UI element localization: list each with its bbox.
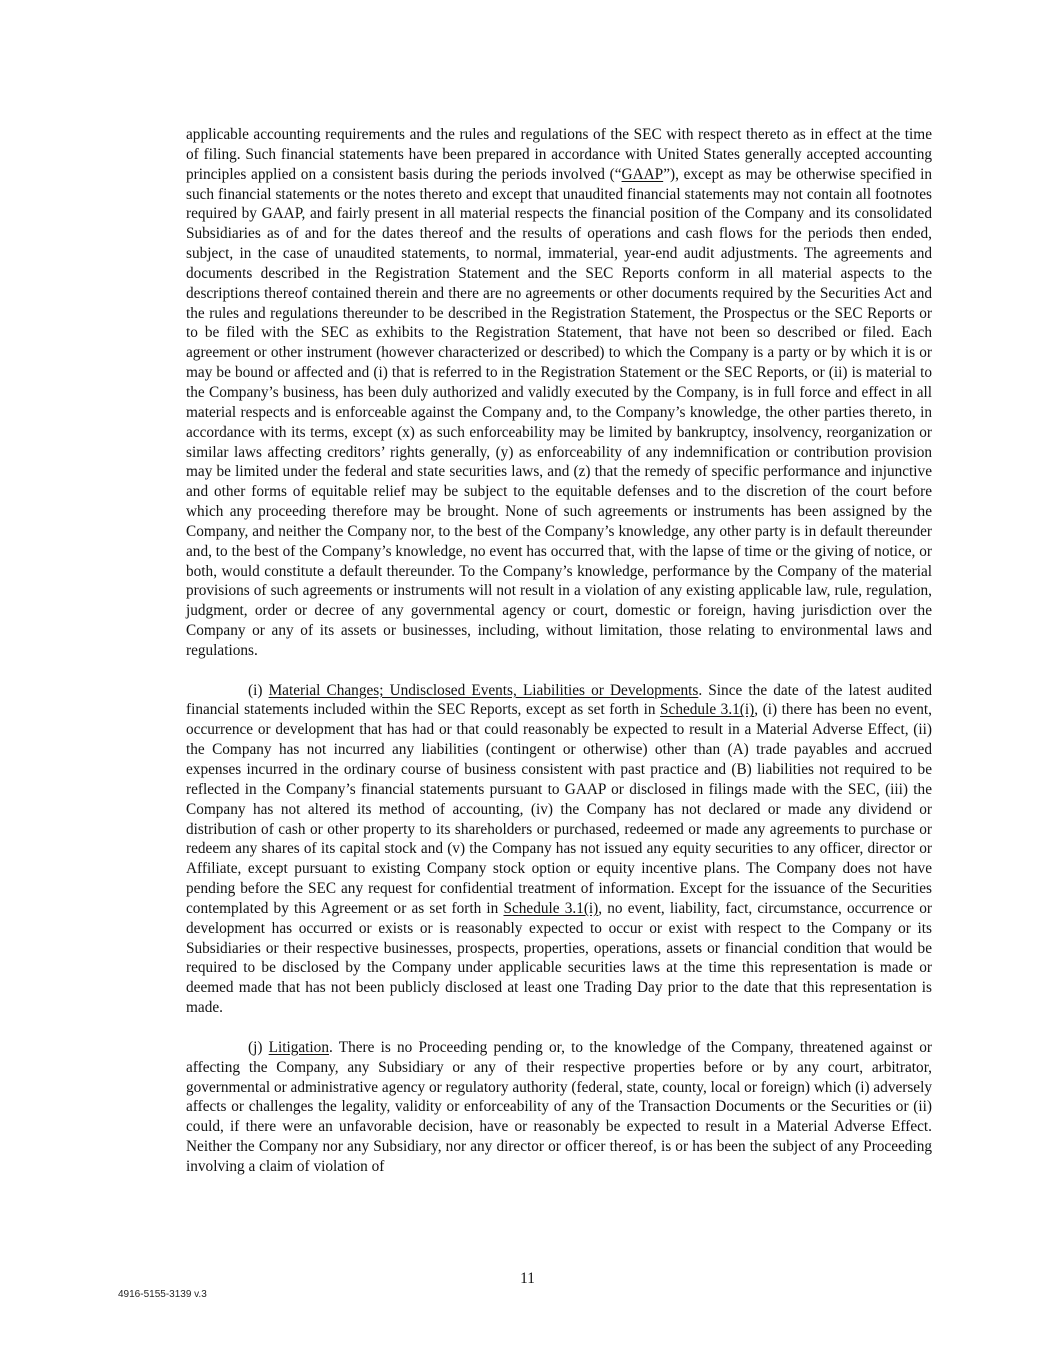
- section-text: , (i) there has been no event, occurrence or development that has had or that could reasonably be expected to result in a Material Adverse Effect, (ii) the Company has not incurred any liabilities (contingent or otherwise) other than (A) trade payables and accrued expenses incurred in the ordinary course of business consistent with past practice and (B) liabilities not required to be reflected in the Company’s financial statements pursuant to GAAP or disclosed in filings made with the SEC, (iii) the Company has not altered its method of accounting, (iv) the Company has not declared or made any dividend or distribution of cash or other property to its shareholders or purchased, redeemed or made any agreements to purchase or redeem any shares of its capital stock and (v) the Company has not issued any equity securities to any officer, director or Affiliate, except pursuant to existing Company stock option or equity incentive plans. The Company does not have pending before the SEC any request for confidential treatment of information. Except for the issuance of the Securities contemplated by this Agreement or as set forth in: [186, 701, 932, 917]
- section-text: . There is no Proceeding pending or, to the knowledge of the Company, threatened against or affecting the Company, any Subsidiary or any of their respective properties before or by any court, arbitrator, governmental or administrative agency or regulatory authority (federal, state, county, local or foreign) which (i) adversely affects or challenges the legality, validity or enforceability of any of the Transaction Documents or the Securities or (ii) could, if there were an unfavorable decision, have or reasonably be expected to result in a Material Adverse Effect. Neither the Company nor any Subsidiary, nor any director or officer thereof, is or has been the subject of any Proceeding involving a claim of violation of: [186, 1038, 932, 1175]
- schedule-reference: Schedule 3.1(i): [660, 701, 755, 719]
- section-heading: Material Changes; Undisclosed Events, Liabilities or Developments: [268, 681, 699, 699]
- section-text: . Since the date of the latest audited financial statements included within the SEC Reports, except as set forth in: [186, 681, 932, 719]
- defined-term-gaap: GAAP: [621, 165, 664, 183]
- section-text: , no event, liability, fact, circumstance, occurrence or development has occurred or exists or is reasonably expected to occur or exist with respect to the Company or its Subsidiaries or their respective businesses, prospects, properties, operations, assets or financial condition that would be required to be disclosed by the Company under applicable securities laws at the time this representation is made or deemed made that has not been publicly disclosed at least one Trading Day prior to the date that this representation is made.: [186, 899, 932, 1017]
- section-j-litigation: [186, 1038, 932, 1177]
- paragraph-text: ”), except as may be otherwise specified in such financial statements or the notes thereto and except that unaudited financial statements may not contain all footnotes required by GAAP, and fairly present in all material respects the financial position of the Company and its consolidated Subsidiaries as of and for the dates thereof and the results of operations and cash flows for the periods then ended, subject, in the case of unaudited statements, to normal, immaterial, year-end audit adjustments. The agreements and documents described in the Registration Statement and the SEC Reports conform in all material aspects to the descriptions thereof contained therein and there are no agreements or other documents required by the Securities Act and the rules and regulations thereunder to be described in the Registration Statement, the Prospectus or the SEC Reports or to be filed with the SEC as exhibits to the Registration Statement, that have not been so described or filed. Each agreement or other instrument (however characterized or described) to which the Company is a party or by which it is or may be bound or affected and (i) that is referred to in the Registration Statement or the SEC Reports, or (ii) is material to the Company’s business, has been duly authorized and validly executed by the Company, is in full force and effect in all material respects and is enforceable against the Company and, to the Company’s knowledge, the other parties thereto, in accordance with its terms, except (x) as such enforceability may be limited by bankruptcy, insolvency, reorganization or similar laws affecting creditors’ rights generally, (y) as enforceability of any indemnification or contribution provision may be limited under the federal and state securities laws, and (z) that the remedy of specific performance and injunctive and other forms of equitable relief may be subject to the equitable defenses and to the discretion of the court before which any proceeding therefore may be brought. None of such agreements or instruments has been assigned by the Company, and neither the Company nor, to the best of the Company’s knowledge, any other party is in default thereunder and, to the best of the Company’s knowledge, no event has occurred that, with the lapse of time or the giving of notice, or both, would constitute a default thereunder. To the Company’s knowledge, performance by the Company of the material provisions of such agreements or instruments will not result in a violation of any existing applicable law, rule, regulation, judgment, order or decree of any governmental agency or court, domestic or foreign, having jurisdiction over the Company or any of its assets or businesses, including, without limitation, those relating to environmental laws and regulations.: [186, 165, 932, 659]
- section-label: (i): [248, 681, 269, 699]
- schedule-reference: Schedule 3.1(i): [503, 899, 599, 917]
- document-id: 4916-5155-3139 v.3: [118, 1289, 207, 1300]
- section-i-material-changes: [186, 681, 932, 1018]
- page-number: 11: [520, 1270, 535, 1287]
- paragraph-text: applicable accounting requirements and the rules and regulations of the SEC with respect thereto as in effect at the time of filing. Such financial statements have been prepared in accordance with United States generally accepted accounting principles applied on a consistent basis during the periods involved (“: [186, 126, 932, 183]
- paragraph-financial-statements: [186, 125, 932, 661]
- document-body: [186, 125, 932, 1177]
- section-heading: Litigation: [268, 1038, 329, 1056]
- section-label: (j): [248, 1038, 269, 1056]
